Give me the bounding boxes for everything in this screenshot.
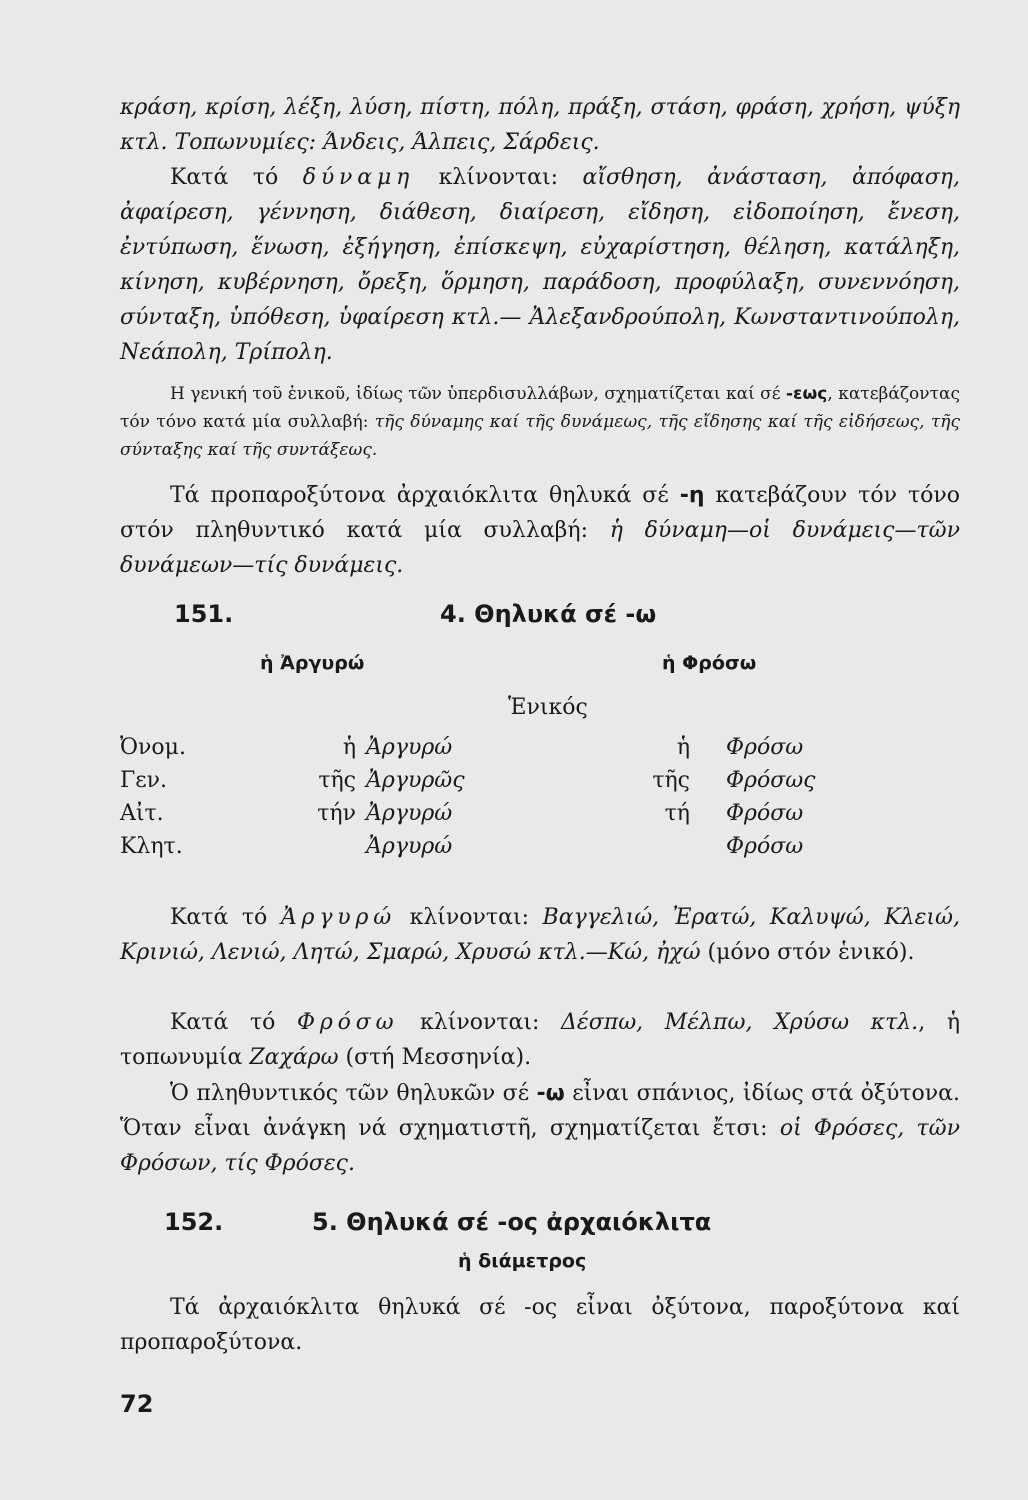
headword-diametros: ἡ διάμετρος (458, 1250, 587, 1272)
place-names: Ἀλεξανδρούπολη, Κωνσταντινούπολη, Νεάπολη, Τρίπολη. (120, 305, 960, 365)
tail-text: (μόνο στόν ἑνικό). (700, 940, 915, 965)
text: Ὁ πληθυντικός τῶν θηλυκῶν σέ (170, 1081, 537, 1106)
word-list: Βαγγελιώ, Ἐρατώ, Καλυψώ, Κλειώ, Κρινιώ, Λενιώ, Λητώ, Σμαρώ, Χρυσώ κτλ.—Κώ, ἠχώ (120, 905, 960, 965)
form: Φρόσως (726, 768, 816, 793)
table-row (120, 768, 960, 800)
paragraph-ancient-os (120, 1290, 960, 1360)
keyword: δύναμη (302, 165, 415, 190)
paragraph-plural (120, 1076, 960, 1181)
keyword: Ἀργυρώ (280, 905, 397, 930)
number-label: Ἑνικός (508, 695, 588, 720)
article: τήν (317, 801, 356, 826)
word-list: Δέσπω, Μέλπω, Χρύσω κτλ. (561, 1010, 919, 1035)
word-list: κράση, κρίση, λέξη, λύση, πίστη, πόλη, πράξη, στάση, φράση, χρήση, ψύξη κτλ. Τοπωνυμίες: (120, 95, 960, 155)
table-row (120, 735, 960, 767)
headword-froso: ἡ Φρόσω (662, 652, 757, 674)
text: Τά ἀρχαιόκλιτα θηλυκά σέ -ος εἶναι ὀξύτονα, παροξύτονα καί προπαροξύτονα. (120, 1295, 960, 1355)
text: κατεβάζουν τόν τόνο στόν πληθυντικό κατά μία συλλαβή: (120, 483, 960, 543)
mid-text: κλίνονται: (396, 905, 543, 930)
paragraph-word-list (120, 90, 960, 160)
section-number: 152. (164, 1208, 224, 1236)
ending: -ω (536, 1081, 565, 1106)
table-row (120, 834, 960, 866)
section-title: 4. Θηλυκά σέ -ω (440, 600, 657, 628)
examples: ἡ δύναμη—οἱ δυνάμεις—τῶν δυνάμεων—τίς δυνάμεις. (120, 518, 960, 578)
form: Φρόσω (726, 735, 804, 760)
note-text: Η γενική τοῦ ἑνικοῦ, ἰδίως τῶν ὑπερδισυλλάβων, σχηματίζεται καί σέ (170, 384, 786, 404)
case-label: Ὀνομ. (120, 735, 186, 760)
tail-text: (στή Μεσσηνία). (338, 1045, 532, 1070)
text: εἶναι σπάνιος, ἰδίως στά ὀξύτονα. Ὅταν εἶναι ἀνάγκη νά σχηματιστῆ, σχηματίζεται ἔτσι: (120, 1081, 960, 1141)
article: ἡ (676, 735, 690, 760)
note-text: , κατεβάζοντας τόν τόνο κατά μία συλλαβή: (120, 384, 961, 432)
case-label: Γεν. (120, 768, 168, 793)
article: τῆς (318, 768, 356, 793)
form: Ἀργυρώ (366, 801, 453, 826)
tail-text: , ἡ τοπωνυμία (120, 1010, 960, 1070)
paragraph-proparoxytone (120, 478, 960, 583)
form: Φρόσω (726, 834, 804, 859)
examples: οἱ Φρόσες, τῶν Φρόσων, τίς Φρόσες. (120, 1116, 960, 1176)
section-number: 151. (174, 600, 234, 628)
lead-text: Κατά τό (170, 1010, 298, 1035)
paragraph-froso-pattern (120, 1005, 960, 1075)
lead-text: Κατά τό (170, 165, 303, 190)
case-label: Αἰτ. (120, 801, 164, 826)
word-list: αἴσθηση, ἀνάσταση, ἀπόφαση, ἀφαίρεση, γέννηση, διάθεση, διαίρεση, εἴδηση, εἰδοποίηση, ἔνεση, ἐντύπωση, ἕνωση, ἐξήγηση, ἐπίσκεψη, εὐχαρίστηση, θέληση, κατάληξη, κίνηση, κυβέρνηση, ὄρεξη, ὅρμηση, παράδοση, προφύλαξη, συνεννόηση, σύνταξη, ὑπόθεση, ὑφαίρεση κτλ.— (120, 165, 960, 330)
headword-argyro: ἡ Ἀργυρώ (260, 652, 365, 674)
ending: -εως (786, 384, 828, 404)
mid-text: κλίνονται: (414, 165, 583, 190)
article: ἡ (342, 735, 356, 760)
text: Τά προπαροξύτονα ἀρχαιόκλιτα θηλυκά σέ (170, 483, 680, 508)
case-label: Κλητ. (120, 834, 183, 859)
paragraph-dynami (120, 160, 960, 370)
article: τῆς (652, 768, 690, 793)
toponyms: Άνδεις, Άλπεις, Σάρδεις. (323, 130, 600, 155)
form: Ἀργυρώ (366, 735, 453, 760)
article: τή (664, 801, 690, 826)
table-row (120, 801, 960, 833)
form: Φρόσω (726, 801, 804, 826)
page-number: 72 (120, 1390, 154, 1418)
keyword: Φρόσω (297, 1010, 399, 1035)
ending: -η (679, 483, 705, 508)
form: Ἀργυρώ (366, 834, 453, 859)
lead-text: Κατά τό (170, 905, 281, 930)
mid-text: κλίνονται: (398, 1010, 562, 1035)
examples: τῆς δύναμης καί τῆς δυνάμεως, τῆς εἴδησης καί τῆς εἰδήσεως, τῆς σύνταξης καί τῆς συντάξεως. (120, 412, 960, 460)
form: Ἀργυρῶς (366, 768, 465, 793)
note-genitive (120, 380, 960, 464)
paragraph-argyro-pattern (120, 900, 960, 970)
section-title: 5. Θηλυκά σέ -ος ἀρχαιόκλιτα (312, 1208, 712, 1236)
place-name: Ζαχάρω (249, 1045, 339, 1070)
declension-table (120, 735, 960, 875)
